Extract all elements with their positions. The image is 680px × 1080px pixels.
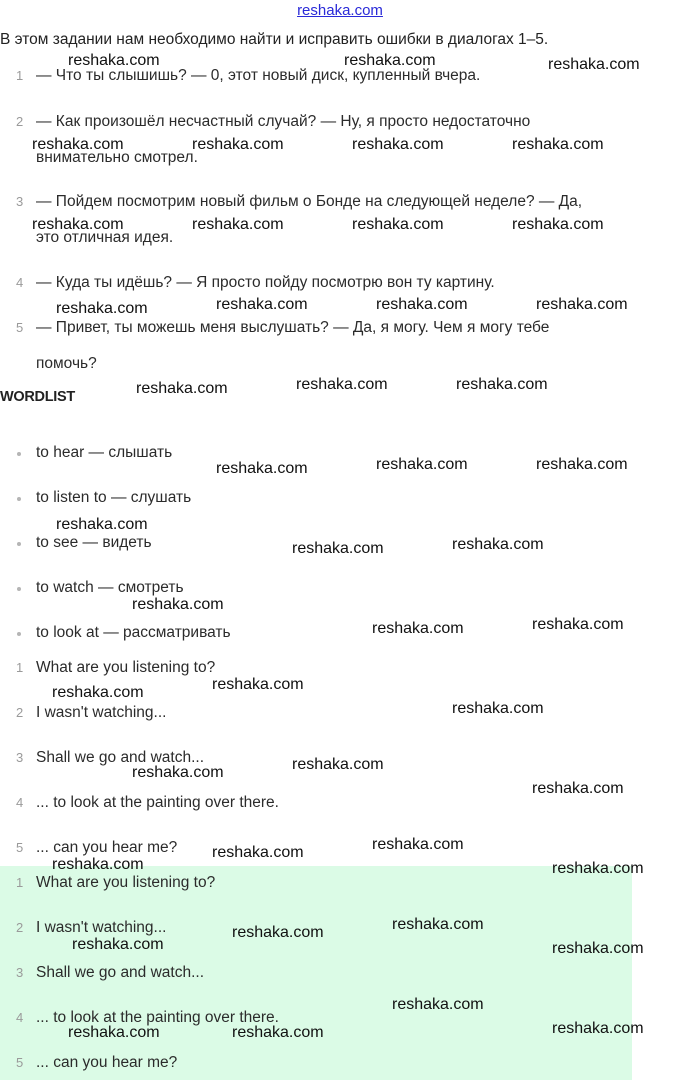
watermark: reshaka.com xyxy=(532,780,624,797)
dialog-number: 3 xyxy=(16,194,24,209)
task-intro: В этом задании нам необходимо найти и исправить ошибки в диалогах 1–5. xyxy=(0,31,549,48)
watermark: reshaka.com xyxy=(292,540,384,557)
watermark: reshaka.com xyxy=(512,216,604,233)
watermark: reshaka.com xyxy=(192,216,284,233)
watermark: reshaka.com xyxy=(536,456,628,473)
watermark: reshaka.com xyxy=(352,136,444,153)
answer-number: 2 xyxy=(16,705,24,720)
wordlist-item: to listen to — слушать xyxy=(36,489,192,506)
answer-number: 4 xyxy=(16,795,24,810)
bullet-icon xyxy=(17,542,21,546)
dialog-text: — Привет, ты можешь меня выслушать? — Да, я могу. Чем я могу тебе xyxy=(36,319,550,336)
watermark: reshaka.com xyxy=(136,380,228,397)
watermark: reshaka.com xyxy=(68,1024,160,1041)
watermark: reshaka.com xyxy=(68,52,160,69)
watermark: reshaka.com xyxy=(372,836,464,853)
highlighted-answer-text: ... can you hear me? xyxy=(36,1054,178,1071)
answer-number: 1 xyxy=(16,660,24,675)
watermark: reshaka.com xyxy=(452,700,544,717)
highlighted-answer-text: What are you listening to? xyxy=(36,874,216,891)
watermark: reshaka.com xyxy=(372,620,464,637)
watermark: reshaka.com xyxy=(352,216,444,233)
site-link[interactable]: reshaka.com xyxy=(297,2,383,19)
bullet-icon xyxy=(17,452,21,456)
watermark: reshaka.com xyxy=(32,136,124,153)
dialog-number: 1 xyxy=(16,68,24,83)
watermark: reshaka.com xyxy=(552,860,644,877)
watermark: reshaka.com xyxy=(532,616,624,633)
watermark: reshaka.com xyxy=(52,856,144,873)
watermark: reshaka.com xyxy=(72,936,164,953)
watermark: reshaka.com xyxy=(32,216,124,233)
watermark: reshaka.com xyxy=(212,844,304,861)
watermark: reshaka.com xyxy=(296,376,388,393)
highlighted-answer-number: 5 xyxy=(16,1055,24,1070)
watermark: reshaka.com xyxy=(52,684,144,701)
watermark: reshaka.com xyxy=(376,456,468,473)
watermark: reshaka.com xyxy=(456,376,548,393)
watermark: reshaka.com xyxy=(552,940,644,957)
watermark: reshaka.com xyxy=(452,536,544,553)
watermark: reshaka.com xyxy=(56,300,148,317)
highlighted-answer-number: 2 xyxy=(16,920,24,935)
highlighted-answer-text: Shall we go and watch... xyxy=(36,964,205,981)
bullet-icon xyxy=(17,632,21,636)
watermark: reshaka.com xyxy=(392,996,484,1013)
answer-text: Shall we go and watch... xyxy=(36,749,205,766)
dialog-number: 4 xyxy=(16,275,24,290)
watermark: reshaka.com xyxy=(292,756,384,773)
watermark: reshaka.com xyxy=(192,136,284,153)
answer-number: 3 xyxy=(16,750,24,765)
bullet-icon xyxy=(17,587,21,591)
dialog-text-continued: это отличная идея. xyxy=(36,229,174,246)
watermark: reshaka.com xyxy=(548,56,640,73)
dialog-text: — Куда ты идёшь? — Я просто пойду посмотрю вон ту картину. xyxy=(36,274,495,291)
answer-text: ... to look at the painting over there. xyxy=(36,794,279,811)
watermark: reshaka.com xyxy=(376,296,468,313)
watermark: reshaka.com xyxy=(232,1024,324,1041)
watermark: reshaka.com xyxy=(552,1020,644,1037)
watermark: reshaka.com xyxy=(232,924,324,941)
highlighted-answer-text: I wasn't watching... xyxy=(36,919,167,936)
answer-number: 5 xyxy=(16,840,24,855)
watermark: reshaka.com xyxy=(216,460,308,477)
watermark: reshaka.com xyxy=(536,296,628,313)
dialog-text-continued: внимательно смотрел. xyxy=(36,149,198,166)
highlighted-answer-number: 1 xyxy=(16,875,24,890)
watermark: reshaka.com xyxy=(212,676,304,693)
dialog-number: 2 xyxy=(16,114,24,129)
dialog-text: — Пойдем посмотрим новый фильм о Бонде на следующей неделе? — Да, xyxy=(36,193,583,210)
dialog-text-continued: помочь? xyxy=(36,355,97,372)
watermark: reshaka.com xyxy=(132,764,224,781)
bullet-icon xyxy=(17,497,21,501)
watermark: reshaka.com xyxy=(216,296,308,313)
wordlist-item: to watch — смотреть xyxy=(36,579,184,596)
watermark: reshaka.com xyxy=(344,52,436,69)
dialog-text: — Что ты слышишь? — 0, этот новый диск, купленный вчера. xyxy=(36,67,481,84)
watermark: reshaka.com xyxy=(392,916,484,933)
answer-text: What are you listening to? xyxy=(36,659,216,676)
watermark: reshaka.com xyxy=(56,516,148,533)
answer-text: ... can you hear me? xyxy=(36,839,178,856)
wordlist-item: to hear — слышать xyxy=(36,444,173,461)
wordlist-item: to look at — рассматривать xyxy=(36,624,231,641)
wordlist-heading: WORDLIST xyxy=(0,389,75,405)
dialog-number: 5 xyxy=(16,320,24,335)
wordlist-item: to see — видеть xyxy=(36,534,152,551)
highlighted-answer-number: 4 xyxy=(16,1010,24,1025)
answer-text: I wasn't watching... xyxy=(36,704,167,721)
watermark: reshaka.com xyxy=(512,136,604,153)
highlighted-answer-number: 3 xyxy=(16,965,24,980)
highlighted-answer-text: ... to look at the painting over there. xyxy=(36,1009,279,1026)
dialog-text: — Как произошёл несчастный случай? — Ну, я просто недостаточно xyxy=(36,113,531,130)
watermark: reshaka.com xyxy=(132,596,224,613)
